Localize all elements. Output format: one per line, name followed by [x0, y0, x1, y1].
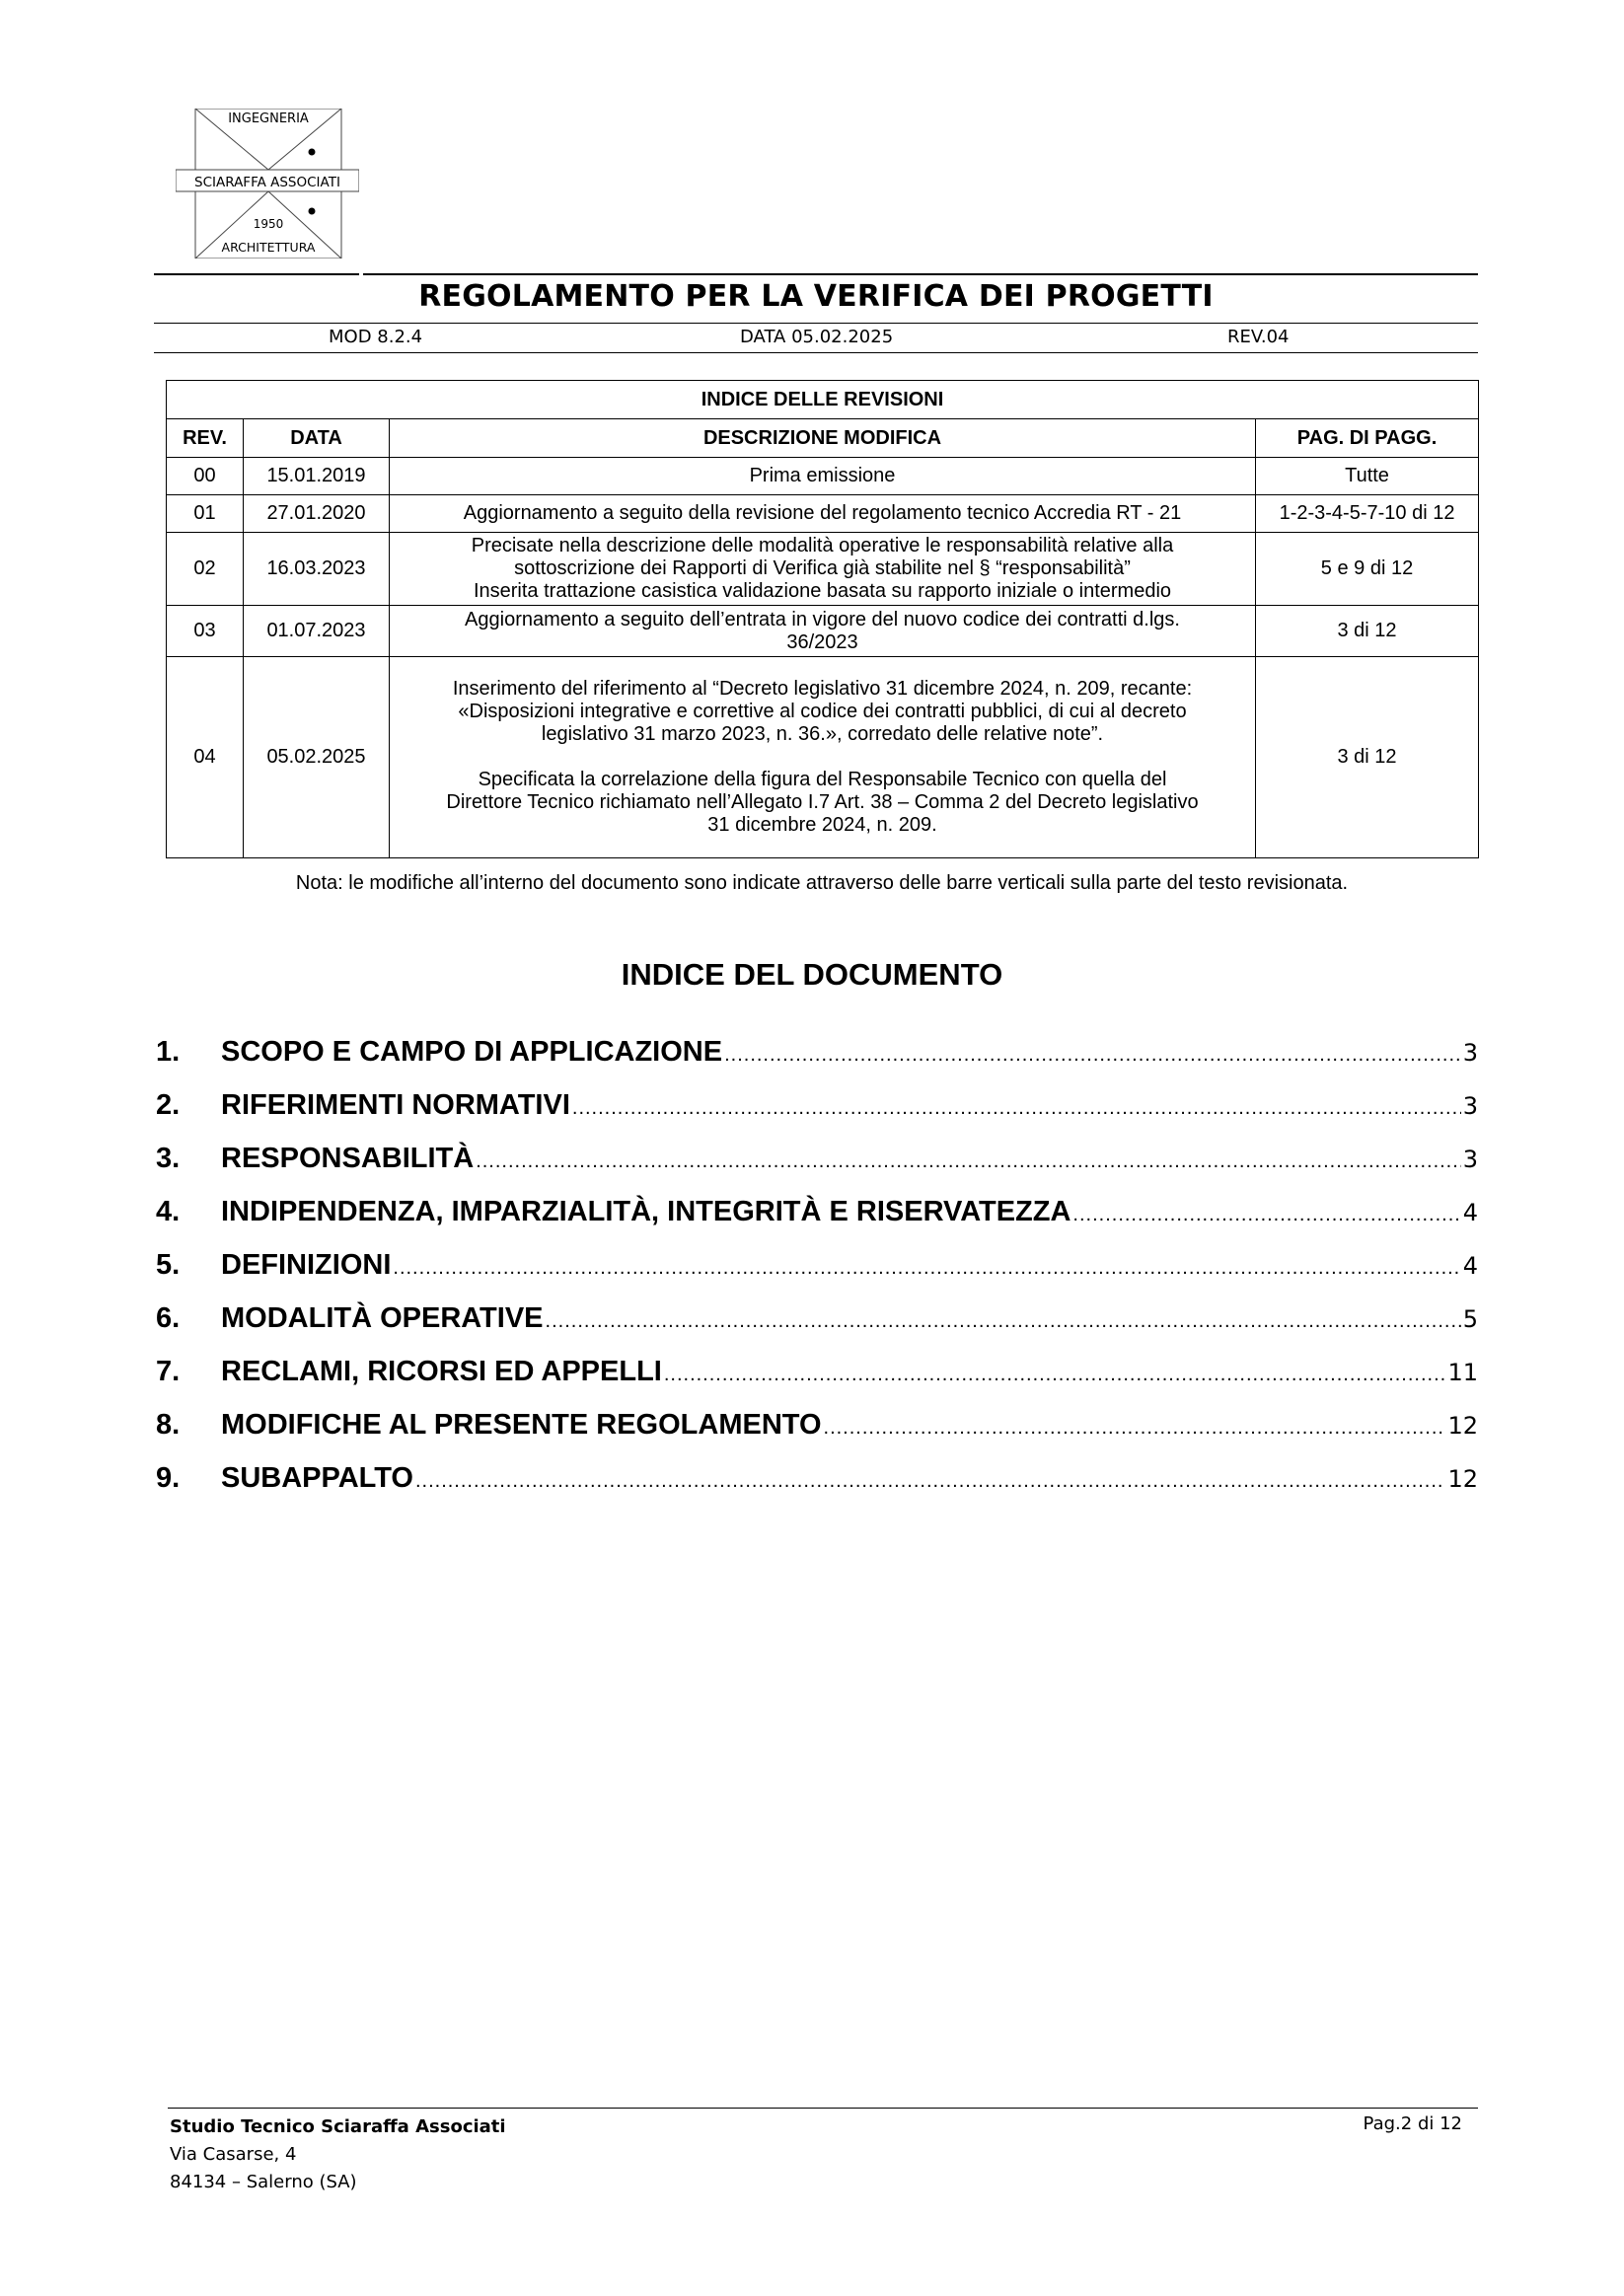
description-line: legislativo 31 marzo 2023, n. 36.», corredato delle relative note”. — [541, 723, 1104, 745]
cell-rev: 03 — [167, 606, 244, 657]
cell-date: 27.01.2020 — [244, 495, 390, 533]
header-top-rule-right — [363, 273, 1478, 275]
toc-number: 7. — [156, 1356, 181, 1387]
revision-note: Nota: le modifiche all’interno del documento sono indicate attraverso delle barre verticali sulla parte del testo revisionata. — [295, 872, 1349, 894]
toc-number: 1. — [156, 1036, 181, 1068]
logo-graphic — [176, 109, 359, 259]
toc-label: SCOPO E CAMPO DI APPLICAZIONE — [221, 1036, 723, 1068]
cell-rev: 00 — [167, 458, 244, 495]
column-header-date: DATA — [244, 419, 390, 458]
cell-description — [390, 495, 1256, 533]
toc-leader — [664, 1364, 1446, 1386]
toc-label: INDIPENDENZA, IMPARZIALITÀ, INTEGRITÀ E RISERVATEZZA — [221, 1196, 1071, 1227]
table-row — [167, 657, 1479, 858]
table-row — [167, 606, 1479, 657]
toc-label: SUBAPPALTO — [221, 1462, 413, 1494]
description-line: Precisate nella descrizione delle modalità operative le responsabilità relative alla — [471, 535, 1174, 556]
cell-date: 01.07.2023 — [244, 606, 390, 657]
toc-page: 3 — [1462, 1092, 1478, 1120]
description-line: Inserimento del riferimento al “Decreto legislativo 31 dicembre 2024, n. 209, recante: — [452, 678, 1193, 700]
cell-pages: 3 di 12 — [1256, 657, 1479, 858]
description-line: Aggiornamento a seguito dell’entrata in vigore del nuovo codice dei contratti d.lgs. — [465, 608, 1180, 630]
company-logo — [176, 109, 359, 259]
logo-name-text: SCIARAFFA ASSOCIATI — [194, 175, 340, 190]
header-date: DATA 05.02.2025 — [740, 327, 894, 347]
cell-date: 05.02.2025 — [244, 657, 390, 858]
toc-leader — [572, 1097, 1461, 1120]
logo-bottom-text: ARCHITETTURA — [221, 240, 316, 255]
table-of-contents — [156, 1036, 1478, 1516]
toc-item[interactable] — [156, 1249, 1478, 1302]
toc-leader — [724, 1044, 1461, 1067]
cell-rev: 02 — [167, 533, 244, 606]
toc-leader — [1072, 1204, 1460, 1226]
toc-label: RESPONSABILITÀ — [221, 1143, 475, 1174]
toc-number: 6. — [156, 1302, 181, 1334]
toc-item[interactable] — [156, 1089, 1478, 1143]
cell-description — [390, 458, 1256, 495]
toc-item[interactable] — [156, 1409, 1478, 1462]
revision-table-header — [167, 419, 1479, 458]
footer-page-number: Pag.2 di 12 — [1363, 2113, 1462, 2134]
description-line: Aggiornamento a seguito della revisione del regolamento tecnico Accredia RT - 21 — [463, 502, 1182, 524]
description-line: 36/2023 — [786, 630, 858, 653]
toc-page: 12 — [1447, 1465, 1478, 1493]
toc-item[interactable] — [156, 1196, 1478, 1249]
description-line — [396, 746, 1249, 769]
document-title: REGOLAMENTO PER LA VERIFICA DEI PROGETTI — [418, 279, 1214, 314]
column-header-rev: REV. — [167, 419, 244, 458]
footer-address-line-2: 84134 – Salerno (SA) — [170, 2172, 357, 2192]
toc-item[interactable] — [156, 1302, 1478, 1356]
toc-item[interactable] — [156, 1036, 1478, 1089]
toc-title: INDICE DEL DOCUMENTO — [621, 957, 1003, 992]
footer-company: Studio Tecnico Sciaraffa Associati — [170, 2116, 506, 2137]
toc-page: 3 — [1462, 1039, 1478, 1067]
logo-year-text: 1950 — [253, 217, 284, 231]
description-line: Inserita trattazione casistica validazione basata su rapporto iniziale o intermedio — [473, 580, 1172, 602]
description-line: Specificata la correlazione della figura del Responsabile Tecnico con quella del — [478, 769, 1167, 790]
toc-leader — [476, 1150, 1461, 1173]
footer-rule — [168, 2108, 1478, 2109]
toc-label: MODIFICHE AL PRESENTE REGOLAMENTO — [221, 1409, 822, 1441]
toc-leader — [415, 1470, 1445, 1493]
header-middle-rule — [154, 323, 1478, 324]
toc-leader — [546, 1310, 1461, 1333]
toc-item[interactable] — [156, 1356, 1478, 1409]
column-header-pages: PAG. DI PAGG. — [1256, 419, 1479, 458]
toc-number: 4. — [156, 1196, 181, 1227]
cell-pages: 1-2-3-4-5-7-10 di 12 — [1256, 495, 1479, 533]
cell-description — [390, 606, 1256, 657]
toc-page: 4 — [1462, 1252, 1478, 1280]
toc-page: 3 — [1462, 1146, 1478, 1173]
revision-table-caption: INDICE DELLE REVISIONI — [167, 381, 1479, 419]
column-header-description: DESCRIZIONE MODIFICA — [390, 419, 1256, 458]
cell-rev: 04 — [167, 657, 244, 858]
cell-pages: 5 e 9 di 12 — [1256, 533, 1479, 606]
table-row — [167, 458, 1479, 495]
description-line: Prima emissione — [749, 465, 896, 486]
toc-page: 5 — [1462, 1305, 1478, 1333]
footer-address-block — [170, 2113, 506, 2196]
toc-number: 3. — [156, 1143, 181, 1174]
toc-number: 2. — [156, 1089, 181, 1121]
table-row — [167, 533, 1479, 606]
toc-item[interactable] — [156, 1462, 1478, 1516]
header-bottom-rule — [154, 352, 1478, 353]
description-line: sottoscrizione dei Rapporti di Verifica già stabilite nel § “responsabilità” — [514, 557, 1131, 579]
toc-leader — [393, 1257, 1460, 1280]
header-mod: MOD 8.2.4 — [329, 327, 423, 347]
toc-number: 5. — [156, 1249, 181, 1281]
toc-leader — [824, 1417, 1446, 1440]
toc-page: 4 — [1462, 1199, 1478, 1226]
toc-page: 12 — [1447, 1412, 1478, 1440]
header-top-rule-left — [154, 273, 359, 275]
toc-label: DEFINIZIONI — [221, 1249, 392, 1281]
toc-number: 8. — [156, 1409, 181, 1441]
footer-address-line-1: Via Casarse, 4 — [170, 2144, 297, 2165]
cell-description — [390, 657, 1256, 858]
toc-label: RIFERIMENTI NORMATIVI — [221, 1089, 570, 1121]
logo-top-text: INGEGNERIA — [228, 111, 309, 126]
cell-date: 16.03.2023 — [244, 533, 390, 606]
toc-label: RECLAMI, RICORSI ED APPELLI — [221, 1356, 662, 1387]
toc-page: 11 — [1447, 1359, 1478, 1386]
cell-description — [390, 533, 1256, 606]
toc-label: MODALITÀ OPERATIVE — [221, 1302, 544, 1334]
description-line: 31 dicembre 2024, n. 209. — [707, 814, 937, 836]
revision-table — [166, 380, 1479, 858]
cell-date: 15.01.2019 — [244, 458, 390, 495]
toc-number: 9. — [156, 1462, 181, 1494]
toc-item[interactable] — [156, 1143, 1478, 1196]
table-row — [167, 495, 1479, 533]
header-rev: REV.04 — [1227, 327, 1290, 347]
cell-rev: 01 — [167, 495, 244, 533]
description-line: Direttore Tecnico richiamato nell’Allegato I.7 Art. 38 – Comma 2 del Decreto legislativo — [446, 791, 1199, 813]
cell-pages: Tutte — [1256, 458, 1479, 495]
cell-pages: 3 di 12 — [1256, 606, 1479, 657]
description-line: «Disposizioni integrative e correttive al codice dei contratti pubblici, di cui al decreto — [458, 701, 1187, 722]
